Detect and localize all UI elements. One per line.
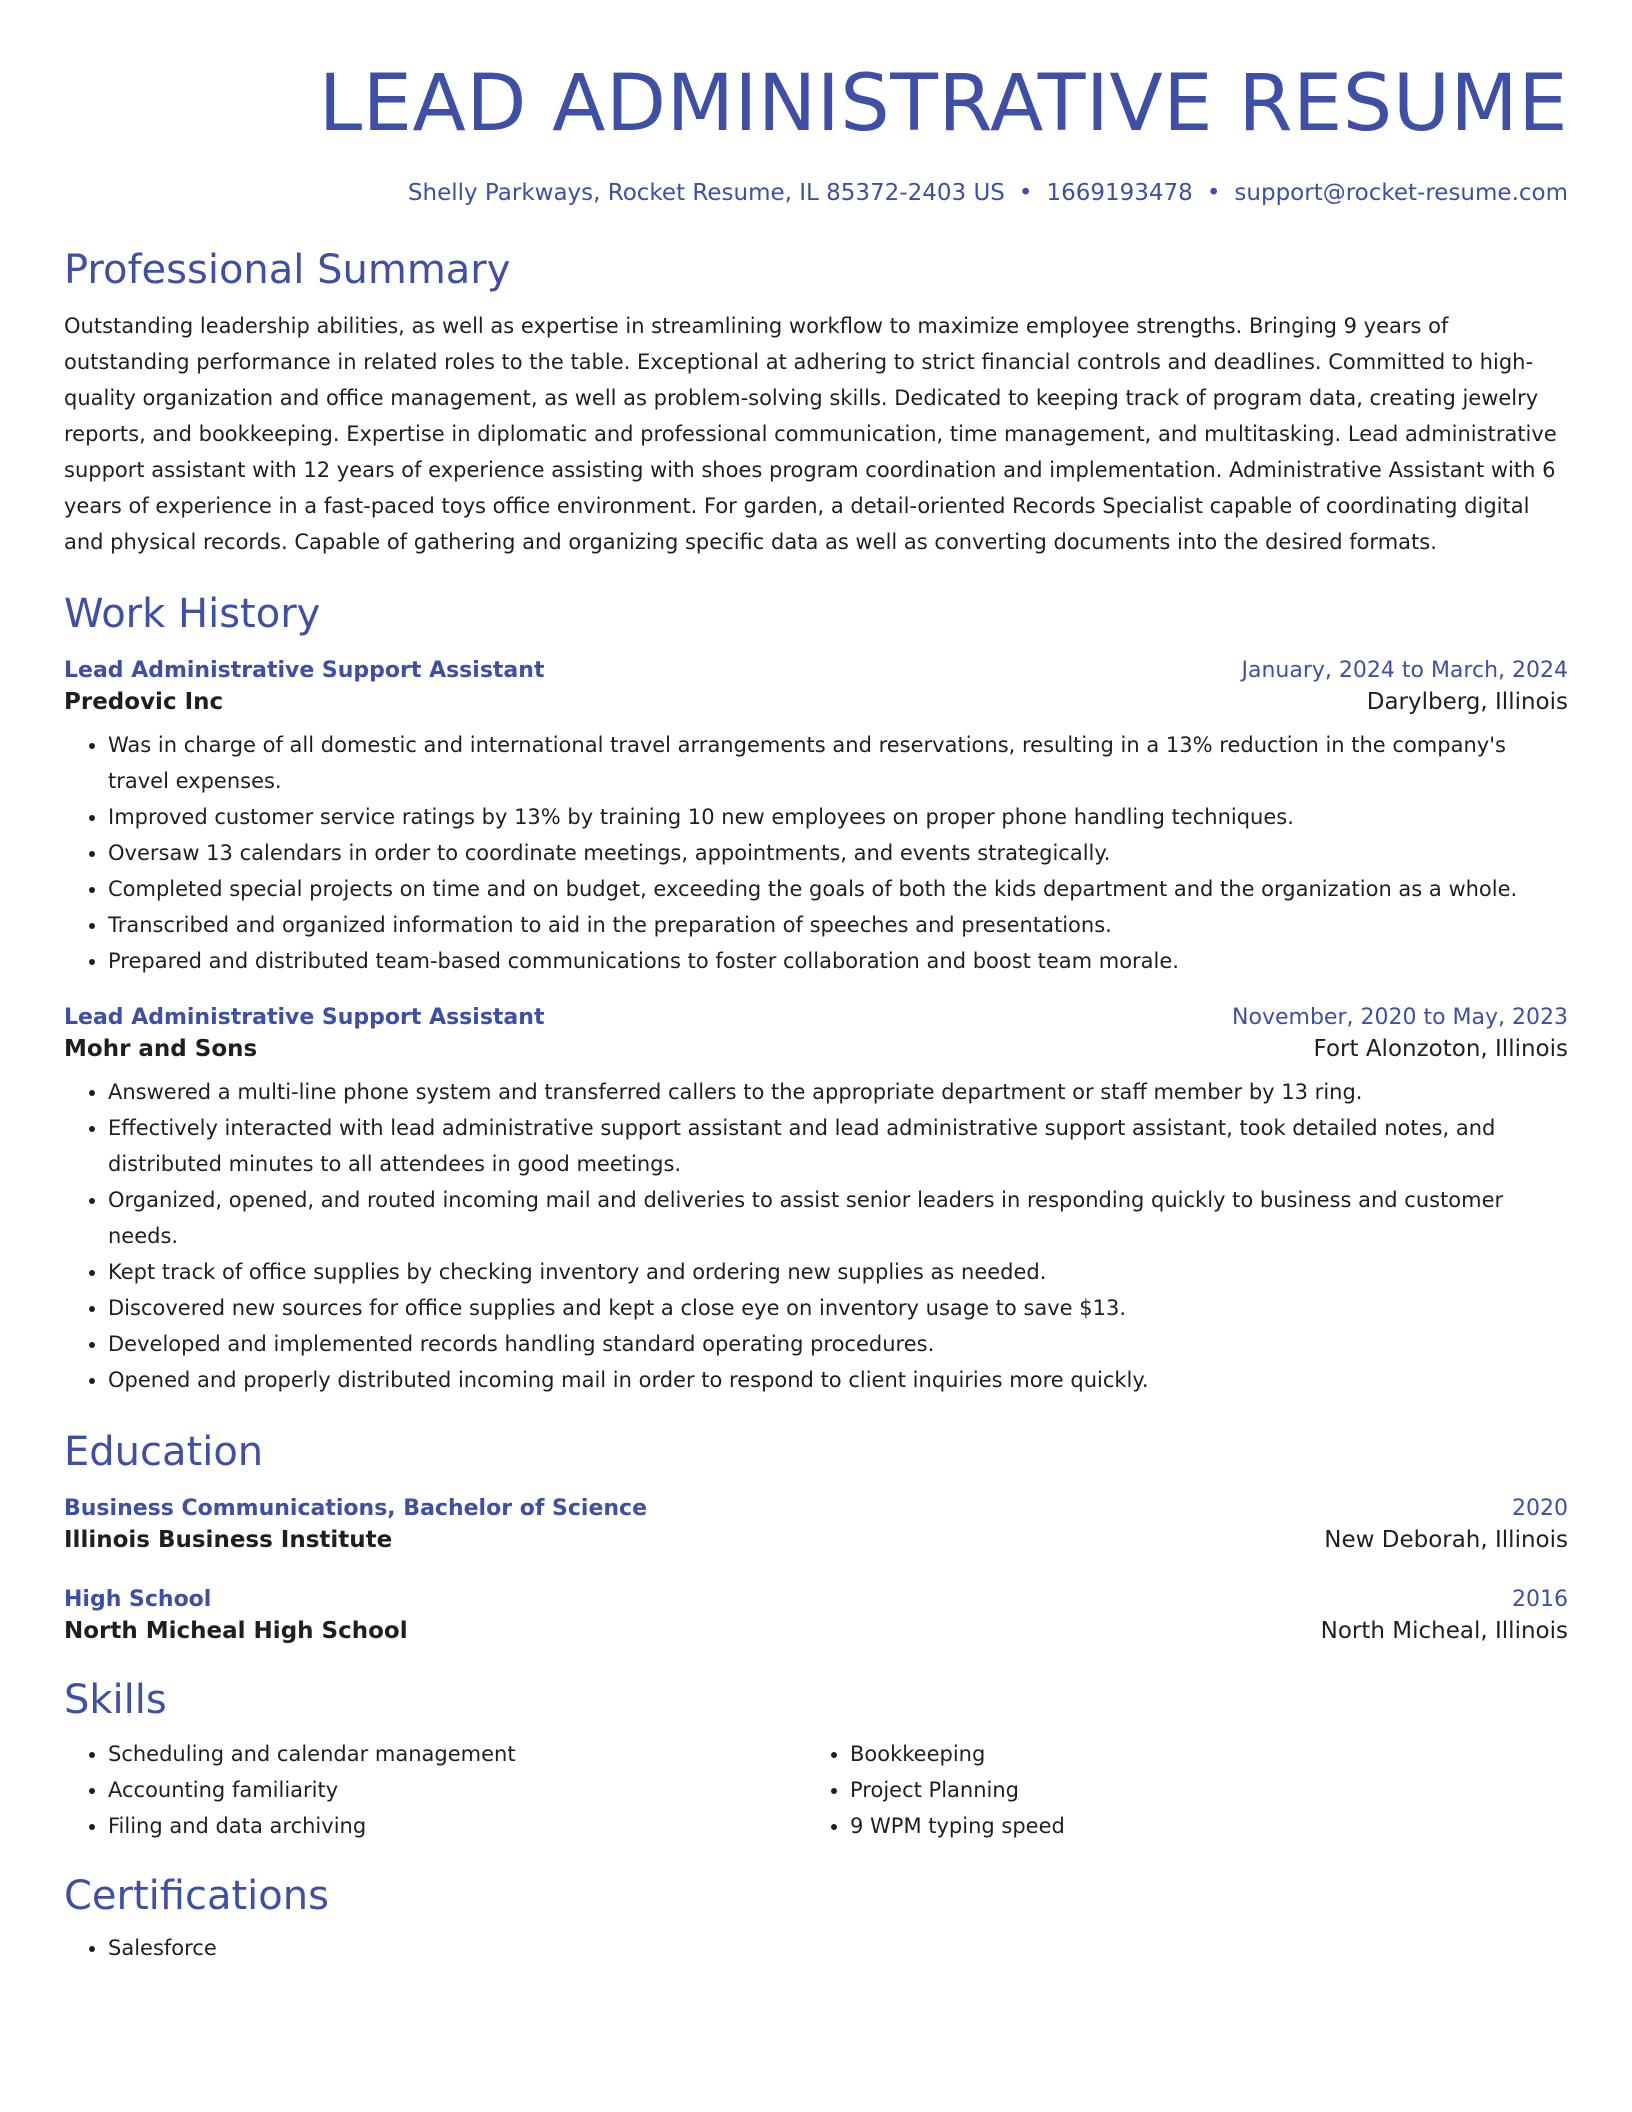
work-section: [64, 588, 1568, 1398]
contact-line: [64, 180, 1568, 206]
education-degree: High School: [64, 1587, 212, 1612]
skill-item: • 9 WPM typing speed: [850, 1808, 1548, 1844]
resume-title: LEAD ADMINISTRATIVE RESUME: [318, 59, 1568, 149]
education-school: Illinois Business Institute: [64, 1527, 393, 1553]
skill-item: • Scheduling and calendar management: [108, 1736, 806, 1772]
work-heading: Work History: [64, 591, 321, 637]
contact-separator: •: [1018, 180, 1033, 206]
job-bullet: • Oversaw 13 calendars in order to coordinate meetings, appointments, and events strategically.: [108, 835, 1568, 871]
summary-text: Outstanding leadership abilities, as well as expertise in streamlining workflow to maximize employee strengths. Bringing 9 years of outstanding performance in related roles to the table. Exceptional at adhering to strict financial controls and deadlines. Committed to high-quality organization and office management, as well as problem-solving skills. Dedicated to keeping track of program data, creating jewelry reports, and bookkeeping. Expertise in diplomatic and professional communication, time management, and multitasking. Lead administrative support assistant with 12 years of experience assisting with shoes program coordination and implementation. Administrative Assistant with 6 years of experience in a fast-paced toys office environment. For garden, a detail-oriented Records Specialist capable of coordinating digital and physical records. Capable of gathering and organizing specific data as well as converting documents into the desired formats.: [64, 314, 1557, 554]
education-year: 2020: [1512, 1496, 1568, 1521]
job-bullet: • Transcribed and organized information to aid in the preparation of speeches and presentations.: [108, 907, 1568, 943]
contact-address: Shelly Parkways, Rocket Resume, IL 85372-2403 US: [407, 180, 1005, 206]
summary-section: [64, 244, 1568, 560]
skills-section: [64, 1674, 1568, 1844]
job-bullet: • Answered a multi-line phone system and transferred callers to the appropriate department or staff member by 13 ring.: [108, 1074, 1568, 1110]
job-dates: January, 2024 to March, 2024: [1241, 658, 1568, 683]
job-location: Fort Alonzoton, Illinois: [1313, 1036, 1568, 1062]
job-entry: [64, 1005, 1568, 1398]
job-company: Predovic Inc: [64, 689, 224, 715]
certification-item: • Salesforce: [108, 1930, 1568, 1966]
job-entry: [64, 658, 1568, 979]
job-bullet: • Kept track of office supplies by checking inventory and ordering new supplies as needed.: [108, 1254, 1568, 1290]
education-school: North Micheal High School: [64, 1618, 408, 1644]
job-title: Lead Administrative Support Assistant: [64, 658, 545, 683]
skill-item: • Filing and data archiving: [108, 1808, 806, 1844]
education-section: [64, 1426, 1568, 1644]
contact-separator: •: [1206, 180, 1221, 206]
certifications-heading: Certifications: [64, 1873, 329, 1919]
job-bullets: [64, 1074, 1568, 1398]
education-heading: Education: [64, 1429, 264, 1475]
skills-column-right: [806, 1736, 1548, 1844]
education-entry: [64, 1496, 1568, 1553]
job-company: Mohr and Sons: [64, 1036, 258, 1062]
skills-list: [806, 1736, 1548, 1844]
job-bullet: • Completed special projects on time and on budget, exceeding the goals of both the kids department and the organization as a whole.: [108, 871, 1568, 907]
education-entry: [64, 1587, 1568, 1644]
job-bullet: • Developed and implemented records handling standard operating procedures.: [108, 1326, 1568, 1362]
education-degree: Business Communications, Bachelor of Science: [64, 1496, 648, 1521]
job-title: Lead Administrative Support Assistant: [64, 1005, 545, 1030]
skill-item: • Project Planning: [850, 1772, 1548, 1808]
job-dates: November, 2020 to May, 2023: [1232, 1005, 1568, 1030]
skills-list: [64, 1736, 806, 1844]
contact-email[interactable]: support@rocket-resume.com: [1234, 180, 1568, 206]
job-bullet: • Improved customer service ratings by 13% by training 10 new employees on proper phone handling techniques.: [108, 799, 1568, 835]
skills-grid: [64, 1736, 1568, 1844]
certifications-section: [64, 1870, 1568, 1966]
education-location: North Micheal, Illinois: [1320, 1618, 1568, 1644]
job-bullet: • Effectively interacted with lead administrative support assistant and lead administrative support assistant, took detailed notes, and distributed minutes to all attendees in good meetings.: [108, 1110, 1568, 1182]
skill-item: • Bookkeeping: [850, 1736, 1548, 1772]
job-bullet: • Was in charge of all domestic and international travel arrangements and reservations, resulting in a 13% reduction in the company's travel expenses.: [108, 727, 1568, 799]
job-bullet: • Organized, opened, and routed incoming mail and deliveries to assist senior leaders in responding quickly to business and customer needs.: [108, 1182, 1568, 1254]
education-location: New Deborah, Illinois: [1324, 1527, 1568, 1553]
job-bullet: • Discovered new sources for office supplies and kept a close eye on inventory usage to save $13.: [108, 1290, 1568, 1326]
contact-phone: 1669193478: [1046, 180, 1193, 206]
skills-column-left: [64, 1736, 806, 1844]
skills-heading: Skills: [64, 1677, 167, 1723]
job-bullet: • Opened and properly distributed incoming mail in order to respond to client inquiries more quickly.: [108, 1362, 1568, 1398]
job-location: Darylberg, Illinois: [1366, 689, 1568, 715]
education-year: 2016: [1512, 1587, 1568, 1612]
job-bullets: [64, 727, 1568, 979]
skill-item: • Accounting familiarity: [108, 1772, 806, 1808]
certifications-list: [64, 1930, 1568, 1966]
job-bullet: • Prepared and distributed team-based communications to foster collaboration and boost team morale.: [108, 943, 1568, 979]
summary-heading: Professional Summary: [64, 247, 511, 293]
